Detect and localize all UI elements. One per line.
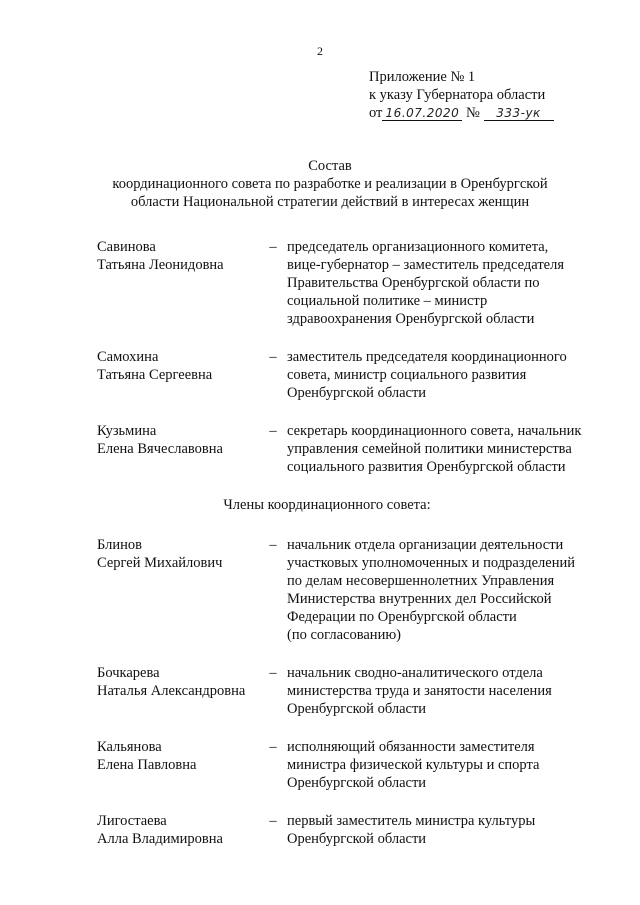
person-role (287, 238, 597, 328)
person-name (97, 348, 259, 384)
appendix-line-2: к указу Губернатора области (369, 87, 546, 103)
handwritten-number: 333-ук (484, 106, 554, 121)
list-item (97, 422, 617, 476)
role-line: вице-губернатор – заместитель председателя (287, 257, 564, 273)
role-line: Оренбургской области (287, 701, 427, 717)
document-title (100, 157, 560, 211)
person-name (97, 238, 259, 274)
role-line: министра физической культуры и спорта (287, 757, 540, 773)
person-role (287, 664, 597, 718)
given-name: Сергей Михайлович (97, 555, 223, 571)
person-role (287, 348, 597, 402)
role-line: заместитель председателя координационного (287, 349, 567, 365)
dash: – (269, 739, 277, 755)
role-line: по делам несовершеннолетних Управления (287, 573, 555, 589)
person-name (97, 738, 259, 774)
dash: – (269, 349, 277, 365)
surname: Савинова (97, 239, 156, 255)
role-line: Оренбургской области (287, 385, 427, 401)
list-item (97, 664, 617, 718)
handwritten-date: 16.07.2020 (382, 106, 462, 121)
dash: – (269, 423, 277, 439)
surname: Кальянова (97, 739, 162, 755)
appendix-line-3 (369, 104, 609, 122)
list-item (97, 348, 617, 402)
role-line: Федерации по Оренбургской области (287, 609, 517, 625)
list-item (97, 238, 617, 328)
given-name: Елена Вячеславовна (97, 441, 223, 457)
dash: – (269, 665, 277, 681)
title-line-1: Состав (308, 158, 352, 174)
surname: Кузьмина (97, 423, 157, 439)
role-line: управления семейной политики министерства (287, 441, 572, 457)
role-line: Оренбургской области (287, 775, 427, 791)
role-line: исполняющий обязанности заместителя (287, 739, 535, 755)
role-line: (по согласованию) (287, 627, 401, 643)
role-line: министерства труда и занятости населения (287, 683, 552, 699)
role-line: секретарь координационного совета, начальник (287, 423, 582, 439)
given-name: Наталья Александровна (97, 683, 246, 699)
given-name: Елена Павловна (97, 757, 197, 773)
dash: – (269, 239, 277, 255)
number-label: № (466, 105, 480, 121)
title-line-2: координационного совета по разработке и реализации в Оренбургской (112, 176, 548, 192)
surname: Бочкарева (97, 665, 160, 681)
role-line: начальник сводно-аналитического отдела (287, 665, 543, 681)
role-line: Оренбургской области (287, 831, 427, 847)
given-name: Алла Владимировна (97, 831, 223, 847)
person-name (97, 664, 259, 700)
role-line: начальник отдела организации деятельности (287, 537, 564, 553)
list-item (97, 738, 617, 792)
role-line: здравоохранения Оренбургской области (287, 311, 535, 327)
given-name: Татьяна Сергеевна (97, 367, 213, 383)
page-number: 2 (317, 44, 323, 58)
surname: Лигостаева (97, 813, 167, 829)
role-line: председатель организационного комитета, (287, 239, 549, 255)
surname: Самохина (97, 349, 159, 365)
appendix-line-1: Приложение № 1 (369, 69, 476, 85)
person-role (287, 536, 597, 644)
title-line-3: области Национальной стратегии действий в интересах женщин (130, 194, 530, 210)
role-line: Министерства внутренних дел Российской (287, 591, 552, 607)
surname: Блинов (97, 537, 142, 553)
role-line: Правительства Оренбургской области по (287, 275, 540, 291)
appendix-block (369, 68, 609, 122)
council-list (97, 238, 617, 848)
role-line: социальной политике – министр (287, 293, 488, 309)
role-line: социального развития Оренбургской области (287, 459, 566, 475)
list-item (97, 812, 617, 848)
dash: – (269, 537, 277, 553)
dash: – (269, 813, 277, 829)
from-label: от (369, 105, 383, 121)
members-heading: Члены координационного совета: (223, 497, 431, 513)
person-role (287, 422, 597, 476)
person-name (97, 812, 259, 848)
person-name (97, 536, 259, 572)
person-role (287, 812, 597, 848)
role-line: участковых уполномоченных и подразделений (287, 555, 575, 571)
list-item (97, 536, 617, 644)
role-line: первый заместитель министра культуры (287, 813, 536, 829)
person-name (97, 422, 259, 458)
given-name: Татьяна Леонидовна (97, 257, 224, 273)
role-line: совета, министр социального развития (287, 367, 527, 383)
person-role (287, 738, 597, 792)
